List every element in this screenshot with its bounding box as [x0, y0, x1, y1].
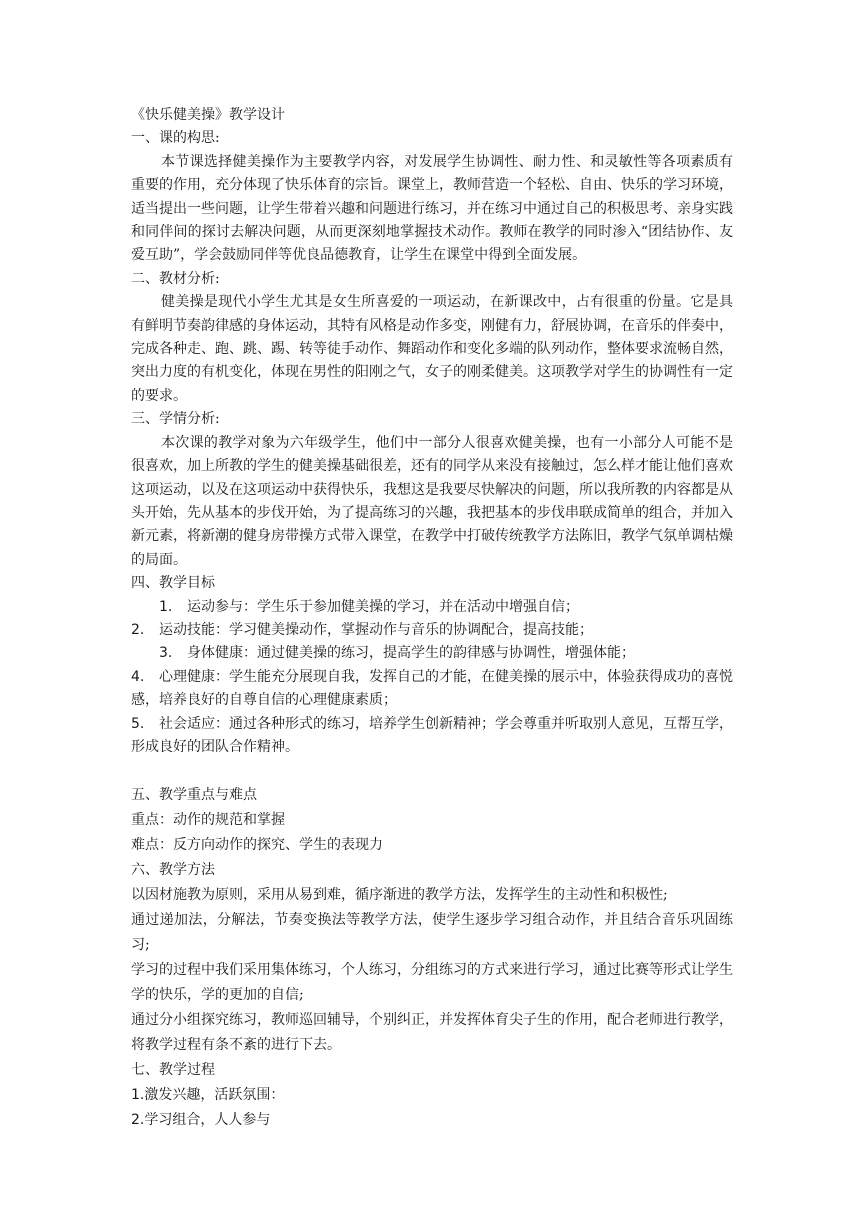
objective-text: 社会适应：通过各种形式的练习，培养学生创新精神；学会尊重并听取别人意见，互帮互学，形成良好的团队合作精神。 [131, 715, 733, 755]
process-item [131, 1083, 733, 1108]
method-paragraph: 通过分小组探究练习，教师巡回辅导，个别纠正，并发挥体育尖子生的作用，配合老师进行教学，将教学过程有条不紊的进行下去。 [131, 1011, 733, 1053]
objective-number: 1. [159, 598, 173, 615]
section-heading-concept: 一、课的构思: [131, 130, 220, 147]
objective-number: 3. [159, 645, 173, 662]
method-paragraph: 以因材施教为原则，采用从易到难，循序渐进的教学方法，发挥学生的主动性和积极性; [131, 886, 668, 903]
section-heading-key-points: 五、教学重点与难点 [131, 786, 257, 803]
objective-text: 身体健康：通过健美操的练习，提高学生的韵律感与协调性，增强体能； [187, 645, 635, 662]
section-heading-process: 七、教学过程 [131, 1061, 215, 1078]
process-text: 激发兴趣，活跃氛围： [144, 1086, 285, 1103]
objective-number: 4. [131, 668, 145, 685]
document-title: 《快乐健美操》教学设计 [131, 107, 285, 123]
objective-item [131, 596, 733, 619]
objective-number: 2. [131, 621, 145, 638]
objective-item [131, 642, 733, 665]
section-heading-students: 三、学情分析: [131, 411, 220, 428]
process-number: 1. [131, 1086, 145, 1103]
difficult-point: 难点：反方向动作的探究、学生的表现力 [131, 836, 383, 853]
process-text: 学习组合，人人参与 [144, 1111, 271, 1128]
section-heading-methods: 六、教学方法 [131, 861, 215, 878]
section-heading-material: 二、教材分析: [131, 270, 220, 287]
document-page [131, 104, 733, 1133]
objective-item [131, 619, 733, 642]
blank-line [131, 759, 733, 782]
section-heading-objectives: 四、教学目标 [131, 575, 215, 592]
objective-text: 运动参与：学生乐于参加健美操的学习，并在活动中增强自信； [187, 598, 579, 615]
key-point: 重点：动作的规范和掌握 [131, 811, 285, 828]
objective-item [131, 666, 733, 713]
method-paragraph: 学习的过程中我们采用集体练习，个人练习，分组练习的方式来进行学习，通过比赛等形式让学生学的快乐，学的更加的自信; [131, 961, 733, 1003]
section-body-students: 本次课的教学对象为六年级学生，他们中一部分人很喜欢健美操，也有一小部分人可能不是很喜欢，加上所教的学生的健美操基础很差，还有的同学从来没有接触过，怎么样才能让他们喜欢这项运动，以及在这项运动中获得快乐，我想这是我要尽快解决的问题，所以我所教的内容都是从头开始，先从基本的步伐开始，为了提高练习的兴趣，我把基本的步伐串联成简单的组合，并加入新元素，将新潮的健身房带操方式带入课堂，在教学中打破传统教学方法陈旧，教学气氛单调枯燥的局面。 [131, 434, 733, 568]
objective-item [131, 713, 733, 760]
process-number: 2. [131, 1111, 145, 1128]
process-item [131, 1108, 733, 1133]
method-paragraph: 通过递加法，分解法，节奏变换法等教学方法，使学生逐步学习组合动作，并且结合音乐巩固练习; [131, 911, 733, 953]
section-body-material: 健美操是现代小学生尤其是女生所喜爱的一项运动，在新课改中，占有很重的份量。它是具有鲜明节奏韵律感的身体运动，其特有风格是动作多变，刚健有力，舒展协调，在音乐的伴奏中，完成各种走、跑、跳、踢、转等徒手动作、舞蹈动作和变化多端的队列动作，整体要求流畅自然，突出力度的有机变化，体现在男性的阳刚之气，女子的刚柔健美。这项教学对学生的协调性有一定的要求。 [131, 294, 733, 404]
objective-text: 心理健康：学生能充分展现自我，发挥自己的才能，在健美操的展示中，体验获得成功的喜悦感，培养良好的自尊自信的心理健康素质； [131, 668, 733, 709]
objective-text: 运动技能：学习健美操动作，掌握动作与音乐的协调配合，提高技能； [159, 621, 593, 638]
section-body-concept: 本节课选择健美操作为主要教学内容，对发展学生协调性、耐力性、和灵敏性等各项素质有重要的作用，充分体现了快乐体育的宗旨。课堂上，教师营造一个轻松、自由、快乐的学习环境，适当提出一些问题，让学生带着兴趣和问题进行练习，并在练习中通过自己的积极思考、亲身实践和同伴间的探讨去解决问题，从而更深刻地掌握技术动作。教师在教学的同时渗入“团结协作、友爱互助”，学会鼓励同伴等优良品德教育，让学生在课堂中得到全面发展。 [131, 153, 733, 264]
objective-number: 5. [131, 715, 145, 732]
